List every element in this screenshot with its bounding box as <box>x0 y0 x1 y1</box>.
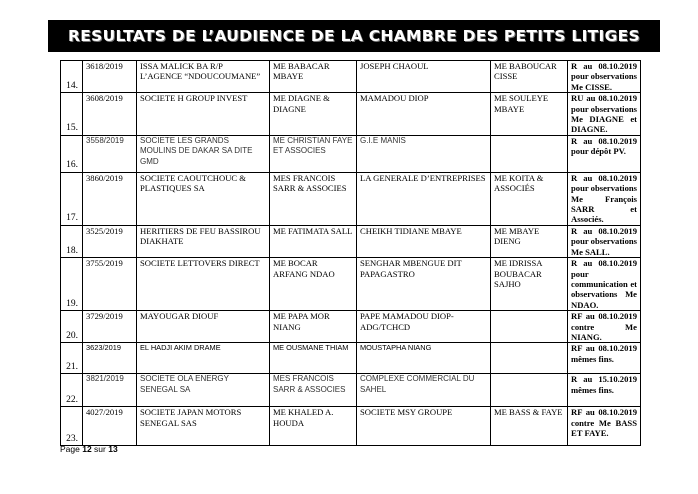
defendant-cell: G.I.E MANIS <box>357 135 491 172</box>
defendant-lawyer-cell <box>491 343 568 374</box>
decision-cell: R au 08.10.2019 pour observations Me SALL. <box>568 225 641 257</box>
plaintiff-cell: SOCIETE JAPAN MOTORS SENEGAL SAS <box>137 407 270 446</box>
plaintiff-cell: SOCIETE CAOUTCHOUC & PLASTIQUES SA <box>137 172 270 225</box>
decision-cell: RF au 08.10.2019 contre Me BASS ET FAYE. <box>568 407 641 446</box>
case-number-cell: 3755/2019 <box>83 258 137 311</box>
plaintiff-lawyer-cell: ME CHRISTIAN FAYE ET ASSOCIES <box>270 135 357 172</box>
table-row <box>61 343 641 374</box>
case-number-cell: 4027/2019 <box>83 407 137 446</box>
decision-cell: RU au 08.10.2019 pour observations Me DIAGNE et DIAGNE. <box>568 93 641 136</box>
plaintiff-cell: EL HADJI AKIM DRAME <box>137 343 270 374</box>
plaintiff-cell: ISSA MALICK BA R/P L’AGENCE “NDOUCOUMANE” <box>137 61 270 93</box>
results-table <box>60 60 641 446</box>
table-row <box>61 172 641 225</box>
row-number-cell: 22. <box>61 374 83 407</box>
defendant-cell: PAPE MAMADOU DIOP-ADG/TCHCD <box>357 311 491 343</box>
decision-cell: R au 15.10.2019 mêmes fins. <box>568 374 641 407</box>
table-row <box>61 258 641 311</box>
table-row <box>61 374 641 407</box>
defendant-cell: MAMADOU DIOP <box>357 93 491 136</box>
defendant-lawyer-cell <box>491 374 568 407</box>
table-row <box>61 311 641 343</box>
plaintiff-lawyer-cell: ME BOCAR ARFANG NDAO <box>270 258 357 311</box>
row-number-cell: 21. <box>61 343 83 374</box>
decision-cell: RF au 08.10.2019 contre Me NIANG. <box>568 311 641 343</box>
defendant-lawyer-cell: ME BASS & FAYE <box>491 407 568 446</box>
defendant-lawyer-cell: ME KOITA & ASSOCIÉS <box>491 172 568 225</box>
plaintiff-cell: SOCIETE H GROUP INVEST <box>137 93 270 136</box>
table-row <box>61 61 641 93</box>
defendant-lawyer-cell: ME MBAYE DIENG <box>491 225 568 257</box>
decision-cell: R au 08.10.2019 pour observations Me CISSE. <box>568 61 641 93</box>
case-number-cell: 3623/2019 <box>83 343 137 374</box>
row-number-cell: 14. <box>61 61 83 93</box>
defendant-lawyer-cell: ME IDRISSA BOUBACAR SAJHO <box>491 258 568 311</box>
page-footer: Page 12 sur 13 <box>60 444 118 454</box>
defendant-cell: JOSEPH CHAOUL <box>357 61 491 93</box>
case-number-cell: 3608/2019 <box>83 93 137 136</box>
page-total: 13 <box>108 444 118 454</box>
case-number-cell: 3525/2019 <box>83 225 137 257</box>
defendant-cell: MOUSTAPHA NIANG <box>357 343 491 374</box>
plaintiff-lawyer-cell: MES FRANCOIS SARR & ASSOCIES <box>270 374 357 407</box>
row-number-cell: 16. <box>61 135 83 172</box>
plaintiff-lawyer-cell: ME DIAGNE & DIAGNE <box>270 93 357 136</box>
defendant-lawyer-cell: ME SOULEYE MBAYE <box>491 93 568 136</box>
row-number-cell: 18. <box>61 225 83 257</box>
defendant-cell: SENGHAR MBENGUE DIT PAPAGASTRO <box>357 258 491 311</box>
plaintiff-lawyer-cell: ME OUSMANE THIAM <box>270 343 357 374</box>
plaintiff-cell: HERITIERS DE FEU BASSIROU DIAKHATE <box>137 225 270 257</box>
case-number-cell: 3821/2019 <box>83 374 137 407</box>
plaintiff-cell: SOCIETE LETTOVERS DIRECT <box>137 258 270 311</box>
decision-cell: RF au 08.10.2019 mêmes fins. <box>568 343 641 374</box>
case-number-cell: 3558/2019 <box>83 135 137 172</box>
row-number-cell: 17. <box>61 172 83 225</box>
defendant-cell: CHEIKH TIDIANE MBAYE <box>357 225 491 257</box>
row-number-cell: 15. <box>61 93 83 136</box>
defendant-cell: COMPLEXE COMMERCIAL DU SAHEL <box>357 374 491 407</box>
table-row <box>61 407 641 446</box>
plaintiff-lawyer-cell: ME FATIMATA SALL <box>270 225 357 257</box>
case-number-cell: 3618/2019 <box>83 61 137 93</box>
plaintiff-lawyer-cell: ME PAPA MOR NIANG <box>270 311 357 343</box>
table-row <box>61 225 641 257</box>
case-number-cell: 3860/2019 <box>83 172 137 225</box>
plaintiff-lawyer-cell: ME KHALED A. HOUDA <box>270 407 357 446</box>
row-number-cell: 19. <box>61 258 83 311</box>
table-row <box>61 135 641 172</box>
page-title: RESULTATS DE L’AUDIENCE DE LA CHAMBRE DES PETITS LITIGES <box>48 20 660 52</box>
plaintiff-cell: SOCIETE LES GRANDS MOULINS DE DAKAR SA DITE GMD <box>137 135 270 172</box>
decision-cell: R au 08.10.2019 pour observations Me François SARR et Associés. <box>568 172 641 225</box>
defendant-cell: SOCIETE MSY GROUPE <box>357 407 491 446</box>
plaintiff-lawyer-cell: MES FRANCOIS SARR & ASSOCIES <box>270 172 357 225</box>
plaintiff-cell: MAYOUGAR DIOUF <box>137 311 270 343</box>
row-number-cell: 23. <box>61 407 83 446</box>
defendant-lawyer-cell <box>491 311 568 343</box>
defendant-lawyer-cell <box>491 135 568 172</box>
defendant-lawyer-cell: ME BABOUCAR CISSE <box>491 61 568 93</box>
decision-cell: R au 08.10.2019 pour dépôt PV. <box>568 135 641 172</box>
table-row <box>61 93 641 136</box>
defendant-cell: LA GENERALE D’ENTREPRISES <box>357 172 491 225</box>
plaintiff-lawyer-cell: ME BABACAR MBAYE <box>270 61 357 93</box>
decision-cell: R au 08.10.2019 pour communication et observations Me NDAO. <box>568 258 641 311</box>
case-number-cell: 3729/2019 <box>83 311 137 343</box>
row-number-cell: 20. <box>61 311 83 343</box>
plaintiff-cell: SOCIETE OLA ENERGY SENEGAL SA <box>137 374 270 407</box>
page-number: 12 <box>82 444 92 454</box>
